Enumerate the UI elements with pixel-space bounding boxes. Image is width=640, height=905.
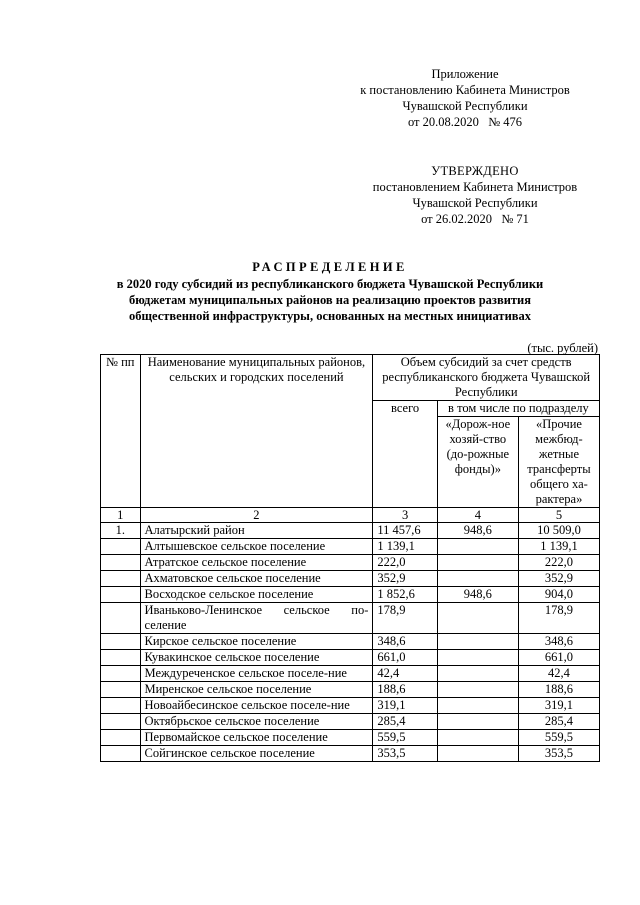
table-row (101, 698, 600, 714)
row-total-cell: 348,6 (373, 634, 437, 650)
table-row (101, 523, 600, 539)
row-num-cell (101, 698, 141, 714)
col-index: 2 (140, 508, 373, 523)
row-name-cell: Алтышевское сельское поселение (140, 539, 373, 555)
row-total-cell: 285,4 (373, 714, 437, 730)
row-other-cell: 10 509,0 (518, 523, 599, 539)
title-heading: РАСПРЕДЕЛЕНИЕ (252, 260, 408, 274)
table-row (101, 714, 600, 730)
row-num-cell (101, 730, 141, 746)
row-road-cell (437, 650, 518, 666)
row-road-cell (437, 730, 518, 746)
row-total-cell: 353,5 (373, 746, 437, 762)
table-row (101, 603, 600, 634)
header-road-text: «Дорож-ное хозяй-ство (до-рожные фонды)» (445, 417, 511, 476)
table-body (101, 523, 600, 762)
row-other-cell: 904,0 (518, 587, 599, 603)
row-road-cell (437, 555, 518, 571)
row-name-cell: Миренское сельское поселение (140, 682, 373, 698)
row-total-cell: 42,4 (373, 666, 437, 682)
row-other-cell: 559,5 (518, 730, 599, 746)
row-other-cell: 353,5 (518, 746, 599, 762)
row-total-cell: 559,5 (373, 730, 437, 746)
row-total-cell: 661,0 (373, 650, 437, 666)
row-other-cell: 42,4 (518, 666, 599, 682)
row-name-cell: Восходское сельское поселение (140, 587, 373, 603)
header-name-text: Наименование муниципальных районов, сельских и городских поселений (147, 355, 366, 384)
row-total-cell: 319,1 (373, 698, 437, 714)
row-num-cell (101, 746, 141, 762)
row-num-cell (101, 714, 141, 730)
row-road-cell (437, 539, 518, 555)
table-row (101, 571, 600, 587)
header-incl-text: в том числе по подразделу (448, 401, 589, 415)
row-other-cell: 352,9 (518, 571, 599, 587)
row-total-cell: 1 139,1 (373, 539, 437, 555)
header-total-text: всего (391, 401, 420, 415)
row-road-cell (437, 634, 518, 650)
row-name-cell: Кувакинское сельское поселение (140, 650, 373, 666)
header-volume (373, 355, 600, 401)
row-name-cell: Алатырский район (140, 523, 373, 539)
header-other (518, 417, 599, 508)
row-road-cell (437, 746, 518, 762)
row-other-cell: 285,4 (518, 714, 599, 730)
table-row (101, 587, 600, 603)
row-total-cell: 188,6 (373, 682, 437, 698)
annex-line-4: от 20.08.2020 № 476 (407, 115, 523, 129)
header-num-text: № пп (106, 355, 135, 369)
row-num-cell (101, 650, 141, 666)
row-road-cell (437, 571, 518, 587)
row-num-cell (101, 539, 141, 555)
row-total-cell: 178,9 (373, 603, 437, 634)
annex-line-2: к постановлению Кабинета Министров (360, 83, 570, 97)
row-num-cell (101, 587, 141, 603)
row-road-cell (437, 603, 518, 634)
table-row (101, 539, 600, 555)
annex-line-1: Приложение (431, 67, 499, 81)
column-index-row (101, 508, 600, 523)
row-road-cell (437, 698, 518, 714)
row-name-cell: Атратское сельское поселение (140, 555, 373, 571)
row-other-cell: 188,6 (518, 682, 599, 698)
table-row (101, 650, 600, 666)
title-line-3: общественной инфраструктуры, основанных на местных инициативах (128, 309, 532, 323)
row-road-cell: 948,6 (437, 587, 518, 603)
row-name-cell: Первомайское сельское поселение (140, 730, 373, 746)
table-row (101, 666, 600, 682)
row-name-cell: Ахматовское сельское поселение (140, 571, 373, 587)
header-total (373, 401, 437, 508)
row-total-cell: 222,0 (373, 555, 437, 571)
row-other-cell: 222,0 (518, 555, 599, 571)
header-name (140, 355, 373, 508)
row-other-cell: 348,6 (518, 634, 599, 650)
row-name-cell: Иваньково-Ленинское сельское по-селение (140, 603, 373, 634)
table-row (101, 682, 600, 698)
row-num-cell (101, 634, 141, 650)
approved-line-4: от 26.02.2020 № 71 (421, 212, 529, 226)
document-title (100, 259, 560, 324)
row-other-cell: 178,9 (518, 603, 599, 634)
row-total-cell: 352,9 (373, 571, 437, 587)
approved-line-1: УТВЕРЖДЕНО (431, 164, 519, 178)
row-num-cell (101, 666, 141, 682)
title-line-2: бюджетам муниципальных районов на реализацию проектов развития (128, 293, 532, 307)
row-num-cell (101, 555, 141, 571)
row-other-cell: 661,0 (518, 650, 599, 666)
row-num-cell: 1. (101, 523, 141, 539)
row-num-cell (101, 682, 141, 698)
header-incl (437, 401, 599, 417)
header-volume-text: Объем субсидий за счет средств республиканского бюджета Чувашской Республики (382, 355, 591, 399)
header-num (101, 355, 141, 508)
row-name-cell: Сойгинское сельское поселение (140, 746, 373, 762)
table-row (101, 730, 600, 746)
row-road-cell (437, 682, 518, 698)
header-road (437, 417, 518, 508)
annex-line-3: Чувашской Республики (402, 99, 528, 113)
row-total-cell: 1 852,6 (373, 587, 437, 603)
row-name-cell: Новоайбесинское сельское поселе-ние (140, 698, 373, 714)
table-row (101, 555, 600, 571)
row-name-cell: Кирское сельское поселение (140, 634, 373, 650)
col-index: 1 (101, 508, 141, 523)
approved-block (340, 163, 610, 227)
approved-line-2: постановлением Кабинета Министров (372, 180, 578, 194)
approved-line-3: Чувашской Республики (412, 196, 538, 210)
row-other-cell: 1 139,1 (518, 539, 599, 555)
row-total-cell: 11 457,6 (373, 523, 437, 539)
table-row (101, 634, 600, 650)
header-other-text: «Прочие межбюд-жетные трансферты общего ха-рактера» (527, 417, 591, 506)
units-label: (тыс. рублей) (527, 341, 598, 355)
row-name-cell: Междуреченское сельское поселе-ние (140, 666, 373, 682)
annex-block (340, 66, 590, 130)
distribution-table (100, 354, 600, 762)
row-other-cell: 319,1 (518, 698, 599, 714)
row-num-cell (101, 603, 141, 634)
row-num-cell (101, 571, 141, 587)
row-road-cell: 948,6 (437, 523, 518, 539)
row-road-cell (437, 714, 518, 730)
table-row (101, 746, 600, 762)
col-index: 3 (373, 508, 437, 523)
row-name-cell: Октябрьское сельское поселение (140, 714, 373, 730)
col-index: 5 (518, 508, 599, 523)
title-line-1: в 2020 году субсидий из республиканского бюджета Чувашской Республики (116, 277, 544, 291)
row-road-cell (437, 666, 518, 682)
col-index: 4 (437, 508, 518, 523)
